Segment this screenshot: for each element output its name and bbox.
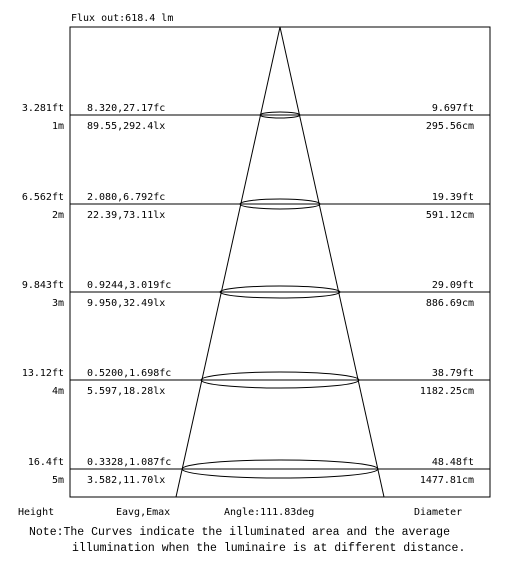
diameter-column-label: Diameter <box>414 507 463 518</box>
height-m-3m: 3m <box>51 298 64 309</box>
height-m-1m: 1m <box>51 121 64 132</box>
note-line-1: Note:The Curves indicate the illuminated area and the average <box>29 526 450 539</box>
diagram-frame <box>70 27 490 497</box>
diameter-cm-2m: 591.12cm <box>425 210 474 221</box>
diameter-ft-3m: 29.09ft <box>431 280 474 291</box>
diameter-ft-5m: 48.48ft <box>431 457 474 468</box>
height-ft-5m: 16.4ft <box>27 457 64 468</box>
eavg-fc-3m: 0.9244,3.019fc <box>87 280 172 291</box>
eavg-lx-5m: 3.582,11.70lx <box>87 475 166 486</box>
diameter-ft-2m: 19.39ft <box>431 192 474 203</box>
eavg-fc-2m: 2.080,6.792fc <box>87 192 166 203</box>
eavg-fc-1m: 8.320,27.17fc <box>87 103 166 114</box>
height-m-4m: 4m <box>51 386 64 397</box>
beam-left-edge <box>176 27 280 497</box>
eavg-column-label: Eavg,Emax <box>116 507 171 518</box>
diameter-cm-5m: 1477.81cm <box>419 475 474 486</box>
height-ft-4m: 13.12ft <box>21 368 64 379</box>
eavg-lx-2m: 22.39,73.11lx <box>87 210 166 221</box>
diameter-cm-1m: 295.56cm <box>425 121 474 132</box>
diameter-ft-1m: 9.697ft <box>431 103 474 114</box>
note-line-2: illumination when the luminaire is at different distance. <box>72 542 466 555</box>
diameter-cm-3m: 886.69cm <box>425 298 474 309</box>
flux-label: Flux out:618.4 lm <box>71 13 174 24</box>
beam-right-edge <box>280 27 384 497</box>
eavg-fc-5m: 0.3328,1.087fc <box>87 457 172 468</box>
height-m-2m: 2m <box>51 210 64 221</box>
height-ft-3m: 9.843ft <box>21 280 64 291</box>
eavg-lx-4m: 5.597,18.28lx <box>87 386 166 397</box>
diameter-ft-4m: 38.79ft <box>431 368 474 379</box>
height-m-5m: 5m <box>51 475 64 486</box>
eavg-fc-4m: 0.5200,1.698fc <box>87 368 172 379</box>
eavg-lx-3m: 9.950,32.49lx <box>87 298 166 309</box>
height-ft-2m: 6.562ft <box>21 192 64 203</box>
eavg-lx-1m: 89.55,292.4lx <box>87 121 166 132</box>
height-column-label: Height <box>18 507 55 518</box>
height-ft-1m: 3.281ft <box>21 103 64 114</box>
beam-angle-label: Angle:111.83deg <box>224 507 315 518</box>
diameter-cm-4m: 1182.25cm <box>419 386 474 397</box>
